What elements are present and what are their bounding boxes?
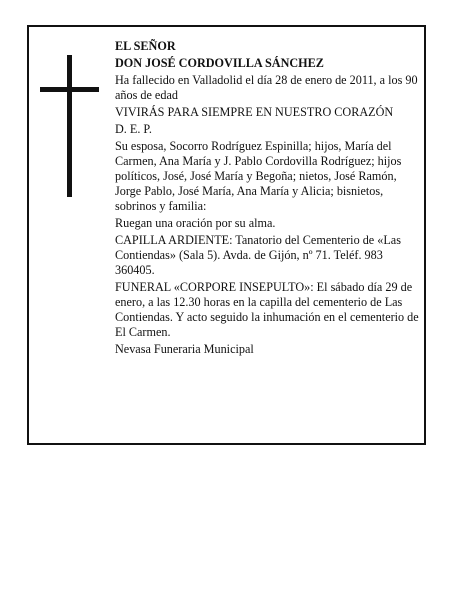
obituary-notice bbox=[27, 25, 426, 445]
notice-title: EL SEÑOR bbox=[115, 39, 176, 53]
dep-line: D. E. P. bbox=[115, 122, 152, 136]
cross-horizontal-bar bbox=[40, 87, 99, 92]
death-announcement: Ha fallecido en Valladolid el día 28 de enero de 2011, a los 90 años de edad bbox=[115, 73, 418, 102]
epitaph: VIVIRÁS PARA SIEMPRE EN NUESTRO CORAZÓN bbox=[115, 105, 394, 119]
chapel-info: CAPILLA ARDIENTE: Tanatorio del Cementerio de «Las Contiendas» (Sala 5). Avda. de Gijón, nº 71. Teléf. 983 360405. bbox=[115, 233, 401, 277]
cross-vertical-bar bbox=[67, 55, 72, 197]
funeral-info: FUNERAL «CORPORE INSEPULTO»: El sábado día 29 de enero, a las 12.30 horas en la capilla del cementerio de Las Contiendas. Y acto seguido la inhumación en el cementerio de El Carmen. bbox=[115, 280, 419, 339]
notice-text bbox=[115, 39, 425, 359]
prayer-request: Ruegan una oración por su alma. bbox=[115, 216, 276, 230]
funeral-home: Nevasa Funeraria Municipal bbox=[115, 342, 254, 356]
deceased-name: DON JOSÉ CORDOVILLA SÁNCHEZ bbox=[115, 56, 324, 70]
family-list: Su esposa, Socorro Rodríguez Espinilla; hijos, María del Carmen, Ana María y J. Pablo Cordovilla Rodríguez; hijos políticos, José, José María y Begoña; nietos, José Ramón, Jorge Pablo, José María, Ana María y Alicia; bisnietos, sobrinos y familia: bbox=[115, 139, 402, 213]
